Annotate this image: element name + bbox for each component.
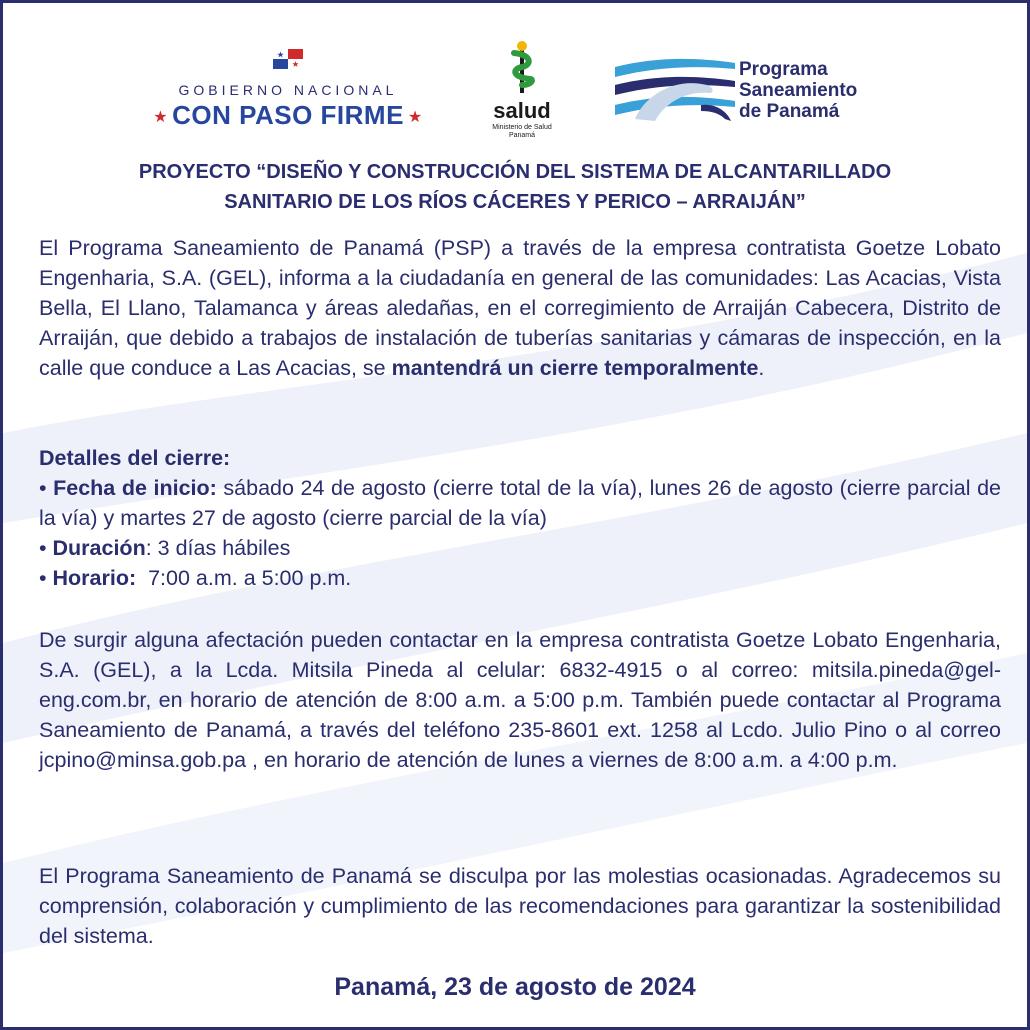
psp-name: Programa Saneamiento de Panamá [739, 59, 858, 122]
details-heading: Detalles del cierre: [39, 446, 231, 470]
detail-duracion: • Duración: 3 días hábiles [39, 536, 291, 560]
header-logos [3, 41, 1027, 141]
dolphin-waves-icon [615, 55, 735, 135]
title-line-1: PROYECTO “DISEÑO Y CONSTRUCCIÓN DEL SISTEMA DE ALCANTARILLADO [138, 161, 892, 183]
detail-fecha: • Fecha de inicio: sábado 24 de agosto (cierre total de la vía), lunes 26 de agosto (cierre parcial de la vía) y martes 27 de agosto (cierre parcial de la vía) [39, 476, 1002, 530]
caduceus-icon [502, 41, 542, 95]
minsa-logo [477, 41, 567, 140]
apology-paragraph: El Programa Saneamiento de Panamá se disculpa por las molestias ocasionadas. Agradecemos su comprensión, colaboración y cumplimiento de las recomendaciones para garantizar la sostenibilidad del sistema. [39, 864, 1001, 948]
star-icon: ★ [407, 109, 423, 127]
issue-date: Panamá, 23 de agosto de 2024 [334, 973, 696, 1001]
project-title [43, 157, 987, 217]
panama-flag-icon [273, 49, 303, 69]
ministerio-text: Ministerio de Salud [492, 124, 552, 131]
gobierno-nacional-text: GOBIERNO NACIONAL [178, 82, 398, 98]
intro-paragraph: El Programa Saneamiento de Panamá (PSP) a través de la empresa contratista Goetze Lobato Engenharia, S.A. (GEL), informa a la ciudadanía en general de las comunidades: Las Acacias, Vista Bella, El Llano, Talamanca y áreas aledañas, en el corregimiento de Arraiján Cabecera, Distrito de Arraiján, que debido a trabajos de instalación de tuberías sanitarias y cámaras de inspección, en la calle que conduce a Las Acacias, se mantendrá un cierre temporalmente. [39, 236, 1001, 380]
closure-emphasis: mantendrá un cierre temporalmente [391, 356, 759, 380]
detail-horario: • Horario: 7:00 a.m. a 5:00 p.m. [39, 566, 352, 590]
panama-text: Panamá [508, 132, 536, 139]
gobierno-nacional-logo [143, 49, 433, 131]
con-paso-firme-text: ★ CON PASO FIRME ★ [143, 100, 433, 131]
psp-logo [615, 55, 915, 135]
closure-details [39, 443, 1001, 593]
contact-paragraph: De surgir alguna afectación pueden contactar en la empresa contratista Goetze Lobato Engenharia, S.A. (GEL), a la Lcda. Mitsila Pineda al celular: 6832-4915 o al correo: mitsila.pineda@gel-eng.com.br, en horario de atención de 8:00 a.m. a 5:00 p.m. También puede contactar al Programa Saneamiento de Panamá, a través del teléfono 235-8601 ext. 1258 al Lcdo. Julio Pino o al correo jcpino@minsa.gob.pa , en horario de atención de lunes a viernes de 8:00 a.m. a 4:00 p.m. [39, 628, 1001, 772]
salud-text: salud [493, 98, 551, 123]
title-line-2: SANITARIO DE LOS RÍOS CÁCERES Y PERICO – ARRAIJÁN” [224, 191, 806, 213]
star-icon: ★ [153, 109, 169, 127]
